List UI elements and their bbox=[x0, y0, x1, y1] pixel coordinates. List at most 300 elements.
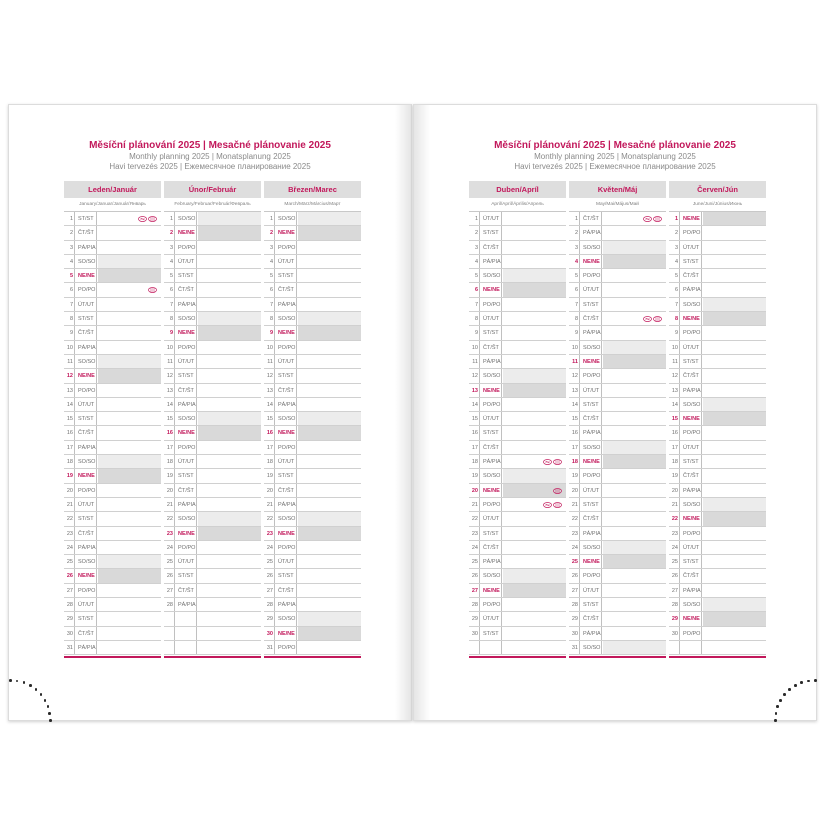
weekday-label: PO/PO bbox=[276, 341, 297, 354]
day-number: 22 bbox=[64, 512, 75, 525]
die-cut-dot bbox=[48, 712, 51, 715]
day-number: 24 bbox=[669, 541, 680, 554]
right-months-grid bbox=[469, 181, 766, 656]
weekday-label: ST/ST bbox=[481, 426, 502, 439]
day-row bbox=[264, 455, 361, 469]
weekday-label: NE/NE bbox=[681, 512, 702, 525]
day-row bbox=[64, 283, 161, 297]
day-number: 14 bbox=[469, 398, 480, 411]
die-cut-dot bbox=[794, 684, 797, 687]
note-cell bbox=[198, 641, 261, 654]
day-number: 7 bbox=[669, 298, 680, 311]
day-number: 21 bbox=[64, 498, 75, 511]
weekday-label: SO/SO bbox=[481, 469, 502, 482]
note-cell bbox=[98, 527, 161, 540]
day-number: 10 bbox=[669, 341, 680, 354]
weekday-label: NE/NE bbox=[276, 326, 297, 339]
note-cell bbox=[298, 369, 361, 382]
weekday-label: PO/PO bbox=[581, 469, 602, 482]
weekday-label: ST/ST bbox=[481, 527, 502, 540]
day-row bbox=[264, 355, 361, 369]
note-cell bbox=[603, 527, 666, 540]
day-row bbox=[164, 212, 261, 226]
day-number: 16 bbox=[569, 426, 580, 439]
day-row bbox=[669, 627, 766, 641]
weekday-label: PÁ/PIA bbox=[681, 584, 702, 597]
day-row bbox=[569, 255, 666, 269]
weekday-label: NE/NE bbox=[76, 369, 97, 382]
note-cell bbox=[603, 455, 666, 468]
note-cell bbox=[298, 541, 361, 554]
weekday-label: PO/PO bbox=[276, 541, 297, 554]
day-number: 6 bbox=[469, 283, 480, 296]
die-cut-dot bbox=[776, 705, 779, 708]
day-row bbox=[164, 527, 261, 541]
month-column bbox=[569, 181, 666, 655]
weekday-label: PÁ/PIA bbox=[481, 355, 502, 368]
die-cut-dot bbox=[16, 680, 19, 683]
page-subtitle-hu-ru: Havi tervezés 2025 | Ежемесячное планирование 2025 bbox=[109, 162, 311, 171]
weekday-label: PÁ/PIA bbox=[276, 598, 297, 611]
weekday-label: NE/NE bbox=[681, 612, 702, 625]
weekday-label: SO/SO bbox=[581, 341, 602, 354]
day-row bbox=[669, 541, 766, 555]
holiday-marker bbox=[643, 316, 662, 322]
day-row bbox=[469, 226, 566, 240]
weekday-label: PÁ/PIA bbox=[76, 541, 97, 554]
note-cell bbox=[98, 298, 161, 311]
day-number: 1 bbox=[469, 212, 480, 225]
day-number: 6 bbox=[64, 283, 75, 296]
weekday-label: NE/NE bbox=[581, 555, 602, 568]
weekday-label: ÚT/UT bbox=[481, 512, 502, 525]
weekday-label: ÚT/UT bbox=[76, 498, 97, 511]
weekday-label: ST/ST bbox=[581, 298, 602, 311]
weekday-label: ST/ST bbox=[76, 612, 97, 625]
day-row bbox=[569, 341, 666, 355]
note-cell bbox=[703, 398, 766, 411]
page-gutter-shadow bbox=[395, 105, 411, 720]
cz-flag-icon bbox=[643, 216, 652, 222]
weekday-label: ČT/ŠT bbox=[481, 241, 502, 254]
month-bottom-rule bbox=[264, 656, 361, 658]
die-cut-dot bbox=[23, 681, 26, 684]
weekday-label: ST/ST bbox=[176, 569, 197, 582]
day-number: 21 bbox=[164, 498, 175, 511]
day-row bbox=[469, 612, 566, 626]
day-row bbox=[64, 326, 161, 340]
note-cell bbox=[703, 369, 766, 382]
weekday-label: ČT/ŠT bbox=[176, 384, 197, 397]
day-row bbox=[469, 398, 566, 412]
note-cell bbox=[198, 298, 261, 311]
day-row bbox=[64, 426, 161, 440]
day-number: 11 bbox=[469, 355, 480, 368]
day-row bbox=[64, 569, 161, 583]
note-cell bbox=[298, 241, 361, 254]
note-cell bbox=[298, 512, 361, 525]
day-number: 26 bbox=[164, 569, 175, 582]
day-number: 27 bbox=[469, 584, 480, 597]
weekday-label: NE/NE bbox=[276, 226, 297, 239]
day-row bbox=[264, 241, 361, 255]
note-cell bbox=[503, 512, 566, 525]
note-cell bbox=[298, 584, 361, 597]
note-cell bbox=[703, 283, 766, 296]
die-cut-dot bbox=[44, 699, 47, 702]
sk-flag-icon bbox=[653, 316, 662, 322]
day-row bbox=[569, 498, 666, 512]
die-cut-dot bbox=[774, 719, 777, 722]
day-number: 1 bbox=[264, 212, 275, 225]
day-number: 5 bbox=[264, 269, 275, 282]
day-number: 26 bbox=[569, 569, 580, 582]
weekday-label: ST/ST bbox=[76, 212, 97, 225]
month-translations: March/März/Március/Март bbox=[264, 198, 361, 212]
day-number: 12 bbox=[64, 369, 75, 382]
note-cell bbox=[198, 512, 261, 525]
day-row bbox=[669, 398, 766, 412]
right-page-titles bbox=[414, 139, 816, 172]
day-number: 28 bbox=[164, 598, 175, 611]
note-cell bbox=[703, 512, 766, 525]
day-row bbox=[264, 255, 361, 269]
day-number: 18 bbox=[569, 455, 580, 468]
day-row bbox=[164, 283, 261, 297]
note-cell bbox=[298, 569, 361, 582]
weekday-label: SO/SO bbox=[481, 269, 502, 282]
note-cell bbox=[98, 384, 161, 397]
note-cell bbox=[703, 269, 766, 282]
sk-flag-icon bbox=[653, 216, 662, 222]
weekday-label: PO/PO bbox=[681, 226, 702, 239]
day-number: 28 bbox=[264, 598, 275, 611]
day-number: 13 bbox=[264, 384, 275, 397]
die-cut-dot bbox=[9, 679, 12, 682]
note-cell bbox=[98, 369, 161, 382]
die-cut-dot bbox=[800, 681, 803, 684]
note-cell bbox=[198, 598, 261, 611]
day-number: 14 bbox=[669, 398, 680, 411]
weekday-label: PO/PO bbox=[76, 384, 97, 397]
note-cell bbox=[98, 255, 161, 268]
day-number: 10 bbox=[64, 341, 75, 354]
day-row bbox=[64, 541, 161, 555]
day-number: 29 bbox=[64, 612, 75, 625]
day-row bbox=[669, 555, 766, 569]
note-cell bbox=[298, 212, 361, 225]
day-number: 4 bbox=[164, 255, 175, 268]
weekday-label: SO/SO bbox=[176, 312, 197, 325]
day-row bbox=[469, 269, 566, 283]
day-number: 17 bbox=[569, 441, 580, 454]
day-row bbox=[469, 412, 566, 426]
note-cell bbox=[198, 312, 261, 325]
weekday-label: NE/NE bbox=[681, 212, 702, 225]
day-row bbox=[569, 612, 666, 626]
note-cell bbox=[503, 369, 566, 382]
weekday-label: ST/ST bbox=[581, 398, 602, 411]
weekday-label: PO/PO bbox=[276, 641, 297, 654]
day-number bbox=[669, 641, 680, 654]
note-cell bbox=[703, 612, 766, 625]
note-cell bbox=[703, 226, 766, 239]
note-cell bbox=[298, 269, 361, 282]
note-cell bbox=[98, 555, 161, 568]
day-row bbox=[64, 384, 161, 398]
cz-flag-icon bbox=[543, 459, 552, 465]
note-cell bbox=[603, 441, 666, 454]
weekday-label: ÚT/UT bbox=[581, 584, 602, 597]
day-number: 19 bbox=[569, 469, 580, 482]
day-row bbox=[264, 426, 361, 440]
day-number: 9 bbox=[64, 326, 75, 339]
day-row bbox=[264, 441, 361, 455]
weekday-label: SO/SO bbox=[481, 369, 502, 382]
weekday-label: SO/SO bbox=[176, 512, 197, 525]
day-number: 6 bbox=[569, 283, 580, 296]
day-number: 2 bbox=[669, 226, 680, 239]
weekday-label: ÚT/UT bbox=[681, 541, 702, 554]
day-row bbox=[164, 398, 261, 412]
day-number: 22 bbox=[164, 512, 175, 525]
day-row bbox=[64, 469, 161, 483]
weekday-label: SO/SO bbox=[176, 412, 197, 425]
day-number: 3 bbox=[569, 241, 580, 254]
day-number: 5 bbox=[469, 269, 480, 282]
day-number: 8 bbox=[569, 312, 580, 325]
die-cut-dot bbox=[775, 712, 778, 715]
note-cell bbox=[603, 469, 666, 482]
note-cell bbox=[198, 469, 261, 482]
day-number: 1 bbox=[669, 212, 680, 225]
note-cell bbox=[703, 441, 766, 454]
note-cell bbox=[503, 226, 566, 239]
page-gutter-shadow bbox=[414, 105, 430, 720]
month-translations: February/Februar/Február/Февраль bbox=[164, 198, 261, 212]
die-cut-dot bbox=[47, 705, 50, 708]
note-cell bbox=[503, 384, 566, 397]
day-row bbox=[469, 627, 566, 641]
day-number: 27 bbox=[569, 584, 580, 597]
day-number: 6 bbox=[669, 283, 680, 296]
month-name: Červen/Jún bbox=[669, 181, 766, 198]
note-cell bbox=[603, 598, 666, 611]
month-bottom-rule bbox=[569, 656, 666, 658]
die-cut-dot bbox=[788, 688, 791, 691]
weekday-label: ST/ST bbox=[276, 269, 297, 282]
note-cell bbox=[98, 312, 161, 325]
day-number: 3 bbox=[469, 241, 480, 254]
page-title: Měsíční plánování 2025 | Mesačné plánovanie 2025 bbox=[494, 140, 736, 151]
day-row bbox=[164, 226, 261, 240]
day-number: 17 bbox=[264, 441, 275, 454]
day-number: 18 bbox=[264, 455, 275, 468]
day-row bbox=[669, 569, 766, 583]
month-name: Květen/Máj bbox=[569, 181, 666, 198]
day-row bbox=[164, 384, 261, 398]
day-row bbox=[569, 384, 666, 398]
day-row bbox=[164, 355, 261, 369]
weekday-label: SO/SO bbox=[481, 569, 502, 582]
note-cell bbox=[298, 412, 361, 425]
day-row bbox=[64, 584, 161, 598]
weekday-label: PO/PO bbox=[176, 541, 197, 554]
day-row bbox=[469, 283, 566, 297]
weekday-label: ČT/ŠT bbox=[581, 412, 602, 425]
day-row bbox=[569, 241, 666, 255]
note-cell bbox=[298, 341, 361, 354]
sk-flag-icon bbox=[148, 287, 157, 293]
note-cell bbox=[603, 484, 666, 497]
day-row bbox=[669, 612, 766, 626]
day-number: 2 bbox=[164, 226, 175, 239]
day-row bbox=[264, 584, 361, 598]
weekday-label: PO/PO bbox=[681, 426, 702, 439]
day-number: 4 bbox=[264, 255, 275, 268]
day-number: 27 bbox=[64, 584, 75, 597]
day-row bbox=[64, 412, 161, 426]
note-cell bbox=[703, 569, 766, 582]
day-number: 28 bbox=[669, 598, 680, 611]
note-cell bbox=[298, 298, 361, 311]
note-cell bbox=[298, 255, 361, 268]
day-row bbox=[669, 469, 766, 483]
weekday-label: ČT/ŠT bbox=[681, 269, 702, 282]
weekday-label: ČT/ŠT bbox=[76, 527, 97, 540]
day-row bbox=[669, 584, 766, 598]
weekday-label: ÚT/UT bbox=[76, 598, 97, 611]
month-bottom-rule bbox=[64, 656, 161, 658]
note-cell bbox=[503, 598, 566, 611]
day-row bbox=[164, 312, 261, 326]
note-cell bbox=[703, 584, 766, 597]
note-cell bbox=[503, 569, 566, 582]
day-number: 30 bbox=[669, 627, 680, 640]
weekday-label: NE/NE bbox=[481, 384, 502, 397]
day-number: 22 bbox=[469, 512, 480, 525]
day-row bbox=[669, 484, 766, 498]
holiday-marker bbox=[543, 502, 562, 508]
weekday-label: SO/SO bbox=[681, 298, 702, 311]
day-number: 30 bbox=[264, 627, 275, 640]
month-bottom-rule bbox=[164, 656, 261, 658]
month-translations: May/Mai/Május/Май bbox=[569, 198, 666, 212]
day-number: 25 bbox=[64, 555, 75, 568]
day-row bbox=[64, 269, 161, 283]
weekday-label: ČT/ŠT bbox=[681, 569, 702, 582]
day-number: 11 bbox=[64, 355, 75, 368]
day-number: 7 bbox=[164, 298, 175, 311]
weekday-label: ČT/ŠT bbox=[76, 627, 97, 640]
weekday-label: ST/ST bbox=[481, 226, 502, 239]
weekday-label: ČT/ŠT bbox=[581, 512, 602, 525]
note-cell bbox=[603, 369, 666, 382]
day-number: 26 bbox=[264, 569, 275, 582]
note-cell bbox=[198, 627, 261, 640]
note-cell bbox=[198, 355, 261, 368]
day-row bbox=[469, 498, 566, 512]
note-cell bbox=[98, 426, 161, 439]
day-number: 15 bbox=[64, 412, 75, 425]
day-number: 20 bbox=[164, 484, 175, 497]
note-cell bbox=[503, 441, 566, 454]
day-row bbox=[164, 512, 261, 526]
day-row bbox=[164, 469, 261, 483]
day-row bbox=[264, 326, 361, 340]
weekday-label: ÚT/UT bbox=[176, 455, 197, 468]
weekday-label: SO/SO bbox=[276, 412, 297, 425]
day-row bbox=[164, 455, 261, 469]
note-cell bbox=[98, 441, 161, 454]
day-row bbox=[64, 555, 161, 569]
day-row bbox=[469, 312, 566, 326]
note-cell bbox=[198, 455, 261, 468]
month-column bbox=[164, 181, 261, 655]
note-cell bbox=[703, 469, 766, 482]
day-number: 2 bbox=[469, 226, 480, 239]
day-row bbox=[264, 369, 361, 383]
day-row bbox=[469, 512, 566, 526]
die-cut-dot bbox=[29, 684, 32, 687]
note-cell bbox=[198, 255, 261, 268]
day-row bbox=[264, 484, 361, 498]
note-cell bbox=[98, 455, 161, 468]
weekday-label: ÚT/UT bbox=[481, 312, 502, 325]
weekday-label: ČT/ŠT bbox=[176, 283, 197, 296]
day-number: 9 bbox=[264, 326, 275, 339]
day-number: 5 bbox=[569, 269, 580, 282]
day-row bbox=[164, 584, 261, 598]
day-row bbox=[469, 584, 566, 598]
note-cell bbox=[298, 455, 361, 468]
day-row bbox=[164, 541, 261, 555]
note-cell bbox=[198, 269, 261, 282]
day-row bbox=[569, 455, 666, 469]
day-row bbox=[669, 384, 766, 398]
weekday-label: PÁ/PIA bbox=[176, 398, 197, 411]
note-cell bbox=[298, 384, 361, 397]
day-row bbox=[164, 627, 261, 641]
day-row bbox=[164, 341, 261, 355]
day-row bbox=[264, 469, 361, 483]
day-number: 29 bbox=[669, 612, 680, 625]
day-number: 25 bbox=[164, 555, 175, 568]
note-cell bbox=[603, 283, 666, 296]
day-number: 5 bbox=[669, 269, 680, 282]
note-cell bbox=[603, 555, 666, 568]
day-number: 14 bbox=[164, 398, 175, 411]
day-row bbox=[64, 498, 161, 512]
day-row bbox=[469, 241, 566, 255]
month-bottom-rule bbox=[669, 656, 766, 658]
weekday-label: NE/NE bbox=[76, 269, 97, 282]
note-cell bbox=[198, 441, 261, 454]
weekday-label: SO/SO bbox=[681, 498, 702, 511]
day-row bbox=[264, 612, 361, 626]
note-cell bbox=[603, 341, 666, 354]
weekday-label: SO/SO bbox=[276, 312, 297, 325]
day-row bbox=[64, 527, 161, 541]
day-row bbox=[569, 369, 666, 383]
day-number: 24 bbox=[64, 541, 75, 554]
day-number: 17 bbox=[469, 441, 480, 454]
day-row bbox=[569, 584, 666, 598]
day-number: 21 bbox=[669, 498, 680, 511]
note-cell bbox=[98, 355, 161, 368]
day-row bbox=[569, 469, 666, 483]
day-row bbox=[164, 426, 261, 440]
